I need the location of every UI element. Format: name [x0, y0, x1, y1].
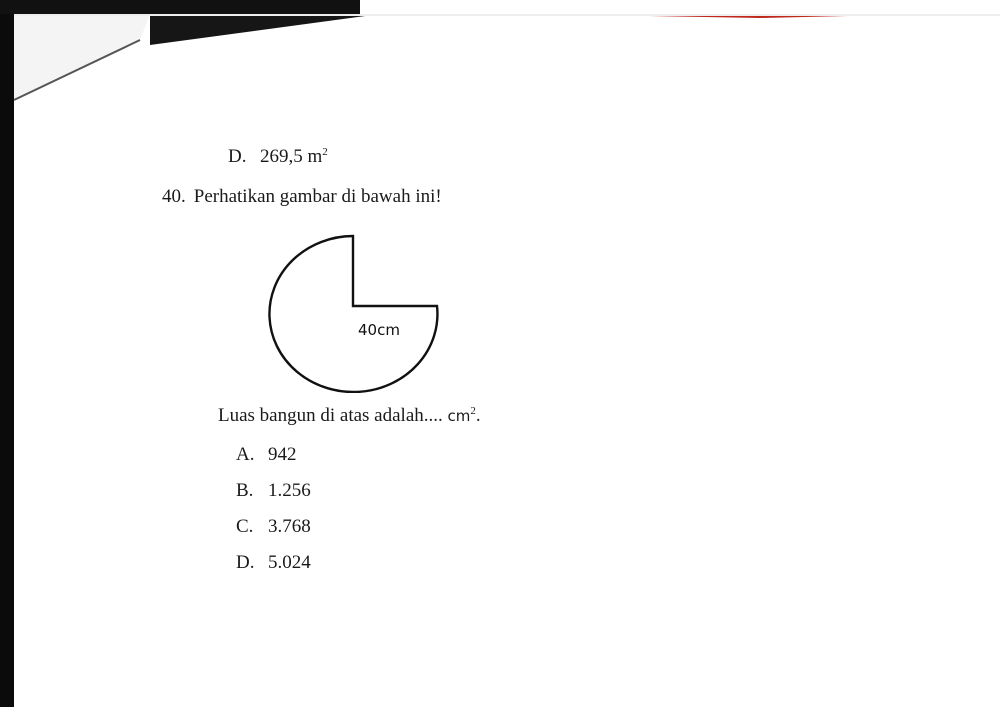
question-prompt	[218, 405, 481, 427]
option-a[interactable]	[236, 444, 297, 466]
option-value: 5.024	[268, 552, 311, 573]
radius-label: 40cm	[358, 321, 400, 339]
option-letter: B.	[236, 480, 254, 501]
three-quarter-circle-figure	[262, 228, 452, 393]
question-number: 40.	[162, 186, 186, 207]
option-d[interactable]	[236, 552, 311, 574]
option-value: 1.256	[268, 480, 311, 501]
question-title	[162, 186, 442, 208]
option-value: 3.768	[268, 516, 311, 537]
unit-superscript: 2	[322, 146, 328, 158]
question-text: Perhatikan gambar di bawah ini!	[193, 186, 442, 207]
option-letter: D.	[236, 552, 255, 573]
option-value: 269,5 m	[260, 146, 323, 167]
option-letter: A.	[236, 444, 255, 465]
previous-option-d	[228, 146, 328, 168]
prompt-unit: cm	[447, 407, 471, 425]
option-c[interactable]	[236, 516, 311, 538]
prompt-text: Luas bangun di atas adalah....	[218, 405, 443, 426]
option-letter: D.	[228, 146, 247, 167]
prompt-end: .	[475, 405, 481, 426]
option-b[interactable]	[236, 480, 311, 502]
unit-superscript: 2	[470, 405, 476, 417]
option-value: 942	[268, 444, 297, 465]
option-letter: C.	[236, 516, 254, 537]
